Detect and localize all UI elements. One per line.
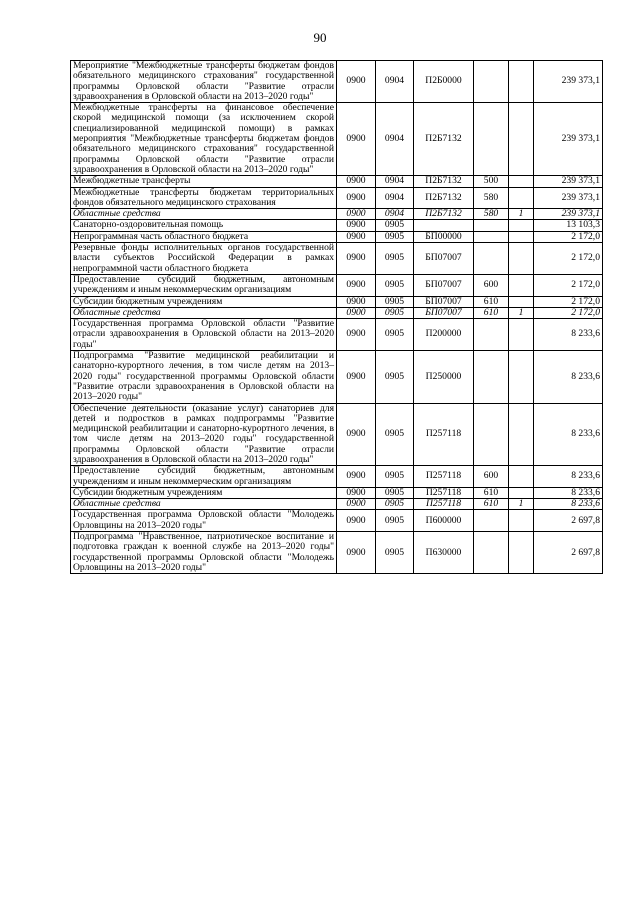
row-amount-cell: 2 697,8 xyxy=(534,532,603,574)
row-amount-cell: 239 373,1 xyxy=(534,176,603,187)
row-type-cell: 610 xyxy=(474,296,509,307)
row-target-cell: П257118 xyxy=(414,466,474,488)
table-row xyxy=(71,403,603,466)
row-source-cell xyxy=(509,231,534,242)
table-row xyxy=(71,209,603,220)
row-target-cell: П250000 xyxy=(414,351,474,403)
row-source-cell xyxy=(509,274,534,296)
row-source-cell xyxy=(509,403,534,466)
budget-table xyxy=(70,60,603,574)
row-source-cell xyxy=(509,220,534,231)
row-code2-cell: 0905 xyxy=(376,487,414,498)
table-row xyxy=(71,220,603,231)
row-amount-cell: 2 172,0 xyxy=(534,243,603,275)
row-type-cell xyxy=(474,103,509,176)
row-code2-cell: 0905 xyxy=(376,296,414,307)
row-name-cell: Межбюджетные трансферты xyxy=(71,176,337,187)
table-row xyxy=(71,103,603,176)
table-row xyxy=(71,176,603,187)
row-type-cell xyxy=(474,220,509,231)
row-code1-cell: 0900 xyxy=(337,466,376,488)
row-target-cell xyxy=(414,220,474,231)
row-code2-cell: 0904 xyxy=(376,187,414,209)
row-code2-cell: 0905 xyxy=(376,466,414,488)
row-target-cell: БП07007 xyxy=(414,307,474,318)
row-source-cell: 1 xyxy=(509,307,534,318)
table-row xyxy=(71,487,603,498)
row-target-cell: П257118 xyxy=(414,403,474,466)
row-amount-cell: 8 233,6 xyxy=(534,403,603,466)
row-code2-cell: 0905 xyxy=(376,351,414,403)
page-number: 90 xyxy=(313,30,327,45)
row-target-cell: П200000 xyxy=(414,319,474,351)
row-amount-cell: 2 697,8 xyxy=(534,510,603,532)
row-code1-cell: 0900 xyxy=(337,176,376,187)
row-target-cell: П2Б7132 xyxy=(414,103,474,176)
row-type-cell xyxy=(474,243,509,275)
row-code2-cell: 0905 xyxy=(376,220,414,231)
row-target-cell: БП07007 xyxy=(414,296,474,307)
table-row xyxy=(71,307,603,318)
row-type-cell: 610 xyxy=(474,487,509,498)
row-code1-cell: 0900 xyxy=(337,307,376,318)
row-amount-cell: 239 373,1 xyxy=(534,61,603,103)
row-code2-cell: 0905 xyxy=(376,403,414,466)
row-code1-cell: 0900 xyxy=(337,61,376,103)
row-code2-cell: 0904 xyxy=(376,61,414,103)
row-code1-cell: 0900 xyxy=(337,103,376,176)
row-code2-cell: 0905 xyxy=(376,319,414,351)
row-code2-cell: 0905 xyxy=(376,510,414,532)
row-code1-cell: 0900 xyxy=(337,296,376,307)
row-name-cell: Предоставление субсидий бюджетным, автономным учреждениям и иным некоммерческим организациям xyxy=(71,466,337,488)
row-amount-cell: 8 233,6 xyxy=(534,466,603,488)
row-name-cell: Межбюджетные трансферты на финансовое обеспечение скорой медицинской помощи (за исключением скорой специализированной медицинской помощи) в рамках мероприятия "Межбюджетные трансферты бюджетам фондов обязательного медицинского страхования" государственной программы Орловской области "Развитие отрасли здравоохранения в Орловской области на 2013–2020 годы" xyxy=(71,103,337,176)
row-code1-cell: 0900 xyxy=(337,487,376,498)
row-amount-cell: 239 373,1 xyxy=(534,103,603,176)
row-code1-cell: 0900 xyxy=(337,499,376,510)
row-code2-cell: 0905 xyxy=(376,307,414,318)
row-code1-cell: 0900 xyxy=(337,403,376,466)
row-type-cell: 600 xyxy=(474,274,509,296)
row-amount-cell: 8 233,6 xyxy=(534,351,603,403)
row-target-cell: БП07007 xyxy=(414,274,474,296)
row-target-cell: П2Б7132 xyxy=(414,187,474,209)
row-source-cell xyxy=(509,296,534,307)
row-amount-cell: 13 103,3 xyxy=(534,220,603,231)
row-code2-cell: 0905 xyxy=(376,231,414,242)
row-type-cell xyxy=(474,532,509,574)
row-type-cell: 610 xyxy=(474,307,509,318)
row-amount-cell: 2 172,0 xyxy=(534,231,603,242)
row-type-cell xyxy=(474,61,509,103)
row-target-cell: БП07007 xyxy=(414,243,474,275)
row-amount-cell: 8 233,6 xyxy=(534,499,603,510)
row-source-cell xyxy=(509,103,534,176)
row-code1-cell: 0900 xyxy=(337,510,376,532)
row-source-cell xyxy=(509,351,534,403)
row-source-cell xyxy=(509,176,534,187)
row-name-cell: Государственная программа Орловской области "Молодежь Орловщины на 2013–2020 годы" xyxy=(71,510,337,532)
row-source-cell xyxy=(509,510,534,532)
row-amount-cell: 239 373,1 xyxy=(534,187,603,209)
row-type-cell xyxy=(474,510,509,532)
row-code1-cell: 0900 xyxy=(337,319,376,351)
row-type-cell: 580 xyxy=(474,209,509,220)
row-code2-cell: 0905 xyxy=(376,532,414,574)
row-amount-cell: 8 233,6 xyxy=(534,319,603,351)
row-name-cell: Субсидии бюджетным учреждениям xyxy=(71,296,337,307)
row-name-cell: Субсидии бюджетным учреждениям xyxy=(71,487,337,498)
table-row xyxy=(71,296,603,307)
row-code1-cell: 0900 xyxy=(337,231,376,242)
table-row xyxy=(71,274,603,296)
row-code1-cell: 0900 xyxy=(337,274,376,296)
row-target-cell: П257118 xyxy=(414,499,474,510)
table-row xyxy=(71,351,603,403)
row-name-cell: Межбюджетные трансферты бюджетам территориальных фондов обязательного медицинского страхования xyxy=(71,187,337,209)
row-source-cell xyxy=(509,466,534,488)
row-code2-cell: 0904 xyxy=(376,103,414,176)
row-code1-cell: 0900 xyxy=(337,187,376,209)
row-code1-cell: 0900 xyxy=(337,209,376,220)
row-name-cell: Государственная программа Орловской области "Развитие отрасли здравоохранения в Орловской области на 2013–2020 годы" xyxy=(71,319,337,351)
row-source-cell: 1 xyxy=(509,209,534,220)
table-body xyxy=(71,61,603,574)
row-name-cell: Областные средства xyxy=(71,209,337,220)
row-code2-cell: 0905 xyxy=(376,243,414,275)
row-target-cell: П2Б0000 xyxy=(414,61,474,103)
row-code2-cell: 0905 xyxy=(376,499,414,510)
row-amount-cell: 8 233,6 xyxy=(534,487,603,498)
row-type-cell xyxy=(474,403,509,466)
row-amount-cell: 2 172,0 xyxy=(534,307,603,318)
row-target-cell: П257118 xyxy=(414,487,474,498)
table-row xyxy=(71,231,603,242)
row-code2-cell: 0905 xyxy=(376,274,414,296)
row-type-cell: 500 xyxy=(474,176,509,187)
row-type-cell xyxy=(474,231,509,242)
row-type-cell xyxy=(474,351,509,403)
row-type-cell: 600 xyxy=(474,466,509,488)
row-source-cell xyxy=(509,243,534,275)
row-code1-cell: 0900 xyxy=(337,243,376,275)
row-source-cell: 1 xyxy=(509,499,534,510)
row-target-cell: П2Б7132 xyxy=(414,176,474,187)
row-name-cell: Предоставление субсидий бюджетным, автономным учреждениям и иным некоммерческим организациям xyxy=(71,274,337,296)
row-target-cell: П600000 xyxy=(414,510,474,532)
row-name-cell: Непрограммная часть областного бюджета xyxy=(71,231,337,242)
row-name-cell: Подпрограмма "Нравственное, патриотическое воспитание и подготовка граждан к военной службе на 2013–2020 годы" государственной программы Орловской области "Молодежь Орловщины на 2013–2020 годы" xyxy=(71,532,337,574)
row-name-cell: Мероприятие "Межбюджетные трансферты бюджетам фондов обязательного медицинского страхования" государственной программы Орловской области "Развитие отрасли здравоохранения в Орловской области на 2013–2020 годы" xyxy=(71,61,337,103)
table-row xyxy=(71,499,603,510)
row-name-cell: Областные средства xyxy=(71,499,337,510)
row-name-cell: Обеспечение деятельности (оказание услуг) санаториев для детей и подростков в рамках подпрограммы "Развитие медицинской реабилитации и санаторно-курортного лечения, в том числе детям на 2013–2020 годы" государственной программы Орловской области "Развитие отрасли здравоохранения в Орловской области на 2013–2020 годы" xyxy=(71,403,337,466)
row-name-cell: Подпрограмма "Развитие медицинской реабилитации и санаторно-курортного лечения, в том числе детям на 2013–2020 годы" государственной программы Орловской области "Развитие отрасли здравоохранения в Орловской области на 2013–2020 годы" xyxy=(71,351,337,403)
table-row xyxy=(71,243,603,275)
row-name-cell: Областные средства xyxy=(71,307,337,318)
row-amount-cell: 2 172,0 xyxy=(534,274,603,296)
row-name-cell: Санаторно-оздоровительная помощь xyxy=(71,220,337,231)
row-code2-cell: 0904 xyxy=(376,209,414,220)
row-code1-cell: 0900 xyxy=(337,351,376,403)
row-target-cell: П630000 xyxy=(414,532,474,574)
row-code2-cell: 0904 xyxy=(376,176,414,187)
row-target-cell: БП00000 xyxy=(414,231,474,242)
table-row xyxy=(71,510,603,532)
table-row xyxy=(71,61,603,103)
row-target-cell: П2Б7132 xyxy=(414,209,474,220)
row-code1-cell: 0900 xyxy=(337,220,376,231)
table-row xyxy=(71,466,603,488)
row-source-cell xyxy=(509,487,534,498)
row-source-cell xyxy=(509,319,534,351)
row-source-cell xyxy=(509,187,534,209)
row-code1-cell: 0900 xyxy=(337,532,376,574)
row-type-cell: 610 xyxy=(474,499,509,510)
row-amount-cell: 239 373,1 xyxy=(534,209,603,220)
row-type-cell: 580 xyxy=(474,187,509,209)
row-type-cell xyxy=(474,319,509,351)
table-row xyxy=(71,532,603,574)
row-amount-cell: 2 172,0 xyxy=(534,296,603,307)
table-row xyxy=(71,187,603,209)
row-source-cell xyxy=(509,532,534,574)
table-row xyxy=(71,319,603,351)
row-name-cell: Резервные фонды исполнительных органов государственной власти субъектов Российской Федерации в рамках непрограммной части областного бюджета xyxy=(71,243,337,275)
row-source-cell xyxy=(509,61,534,103)
